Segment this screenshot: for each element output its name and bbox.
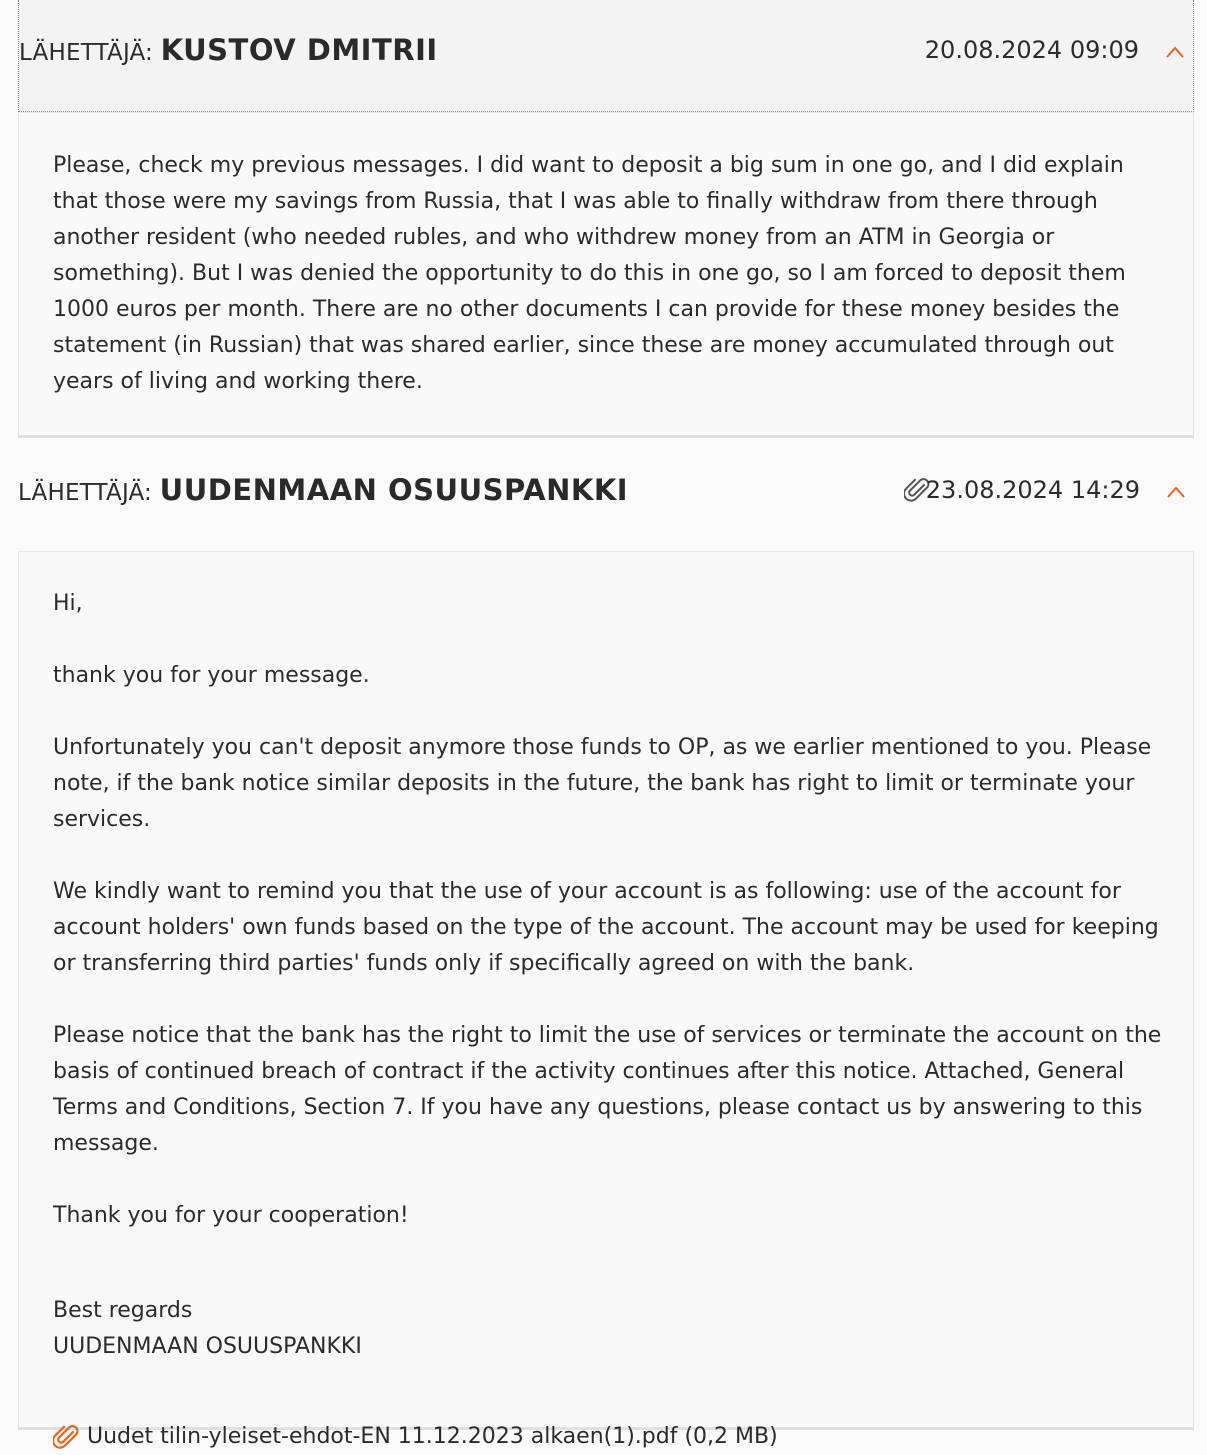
chevron-up-icon[interactable] [1166, 485, 1186, 499]
signature: UUDENMAAN OSUUSPANKKI [53, 1334, 362, 1359]
sender-name: KUSTOV DMITRII [160, 33, 438, 67]
sender-line [19, 32, 438, 71]
chevron-up-icon[interactable] [1165, 45, 1185, 59]
message-date: 23.08.2024 14:29 [925, 476, 1140, 504]
message-header-2[interactable] [18, 438, 1194, 551]
message-text-1 [53, 148, 1163, 400]
body-paragraph: Unfortunately you can't deposit anymore those funds to OP, as we earlier mentioned to you. Please note, if the bank notice similar deposits in the future, the bank has right to limit or terminate your services. [53, 735, 1152, 832]
message-text-2 [53, 586, 1163, 1455]
body-paragraph: Please notice that the bank has the right to limit the use of services or terminate the account on the basis of continued breach of contract if the activity continues after this notice. Attached, General Terms and Conditions, Section 7. If you have any questions, please contact us by answering to this message. [53, 1023, 1162, 1156]
body-paragraph: Please, check my previous messages. I did want to deposit a big sum in one go, and I did explain that those were my savings from Russia, that I was able to finally withdraw from there through another resident (who needed rubles, and who withdrew money from an ATM in Georgia or something). But I was denied the opportunity to do this in one go, so I am forced to deposit them 1000 euros per month. There are no other documents I can provide for these money besides the statement (in Russian) that was shared earlier, since these are money accumulated through out years of living and working there. [53, 153, 1126, 394]
attachment-filename[interactable]: Uudet tilin-yleiset-ehdot-EN 11.12.2023 alkaen(1).pdf (0,2 MB) [87, 1424, 778, 1449]
body-paragraph: thank you for your message. [53, 663, 370, 688]
sender-prefix: LÄHETTÄJÄ: [19, 40, 154, 66]
sender-prefix: LÄHETTÄJÄ: [18, 480, 153, 506]
body-paragraph: Thank you for your cooperation! [53, 1203, 409, 1228]
sender-line [18, 472, 628, 511]
sender-name: UUDENMAAN OSUUSPANKKI [159, 473, 629, 507]
body-paragraph: We kindly want to remind you that the use of your account is as following: use of the account for account holders' own funds based on the type of the account. The account may be used for keeping or transferring third parties' funds only if specifically agreed on with the bank. [53, 879, 1159, 976]
message-header-1[interactable] [18, 0, 1194, 112]
signoff: Best regards [53, 1298, 193, 1323]
body-paragraph: Hi, [53, 591, 83, 616]
paperclip-icon [53, 1423, 79, 1451]
message-date: 20.08.2024 09:09 [924, 36, 1139, 64]
